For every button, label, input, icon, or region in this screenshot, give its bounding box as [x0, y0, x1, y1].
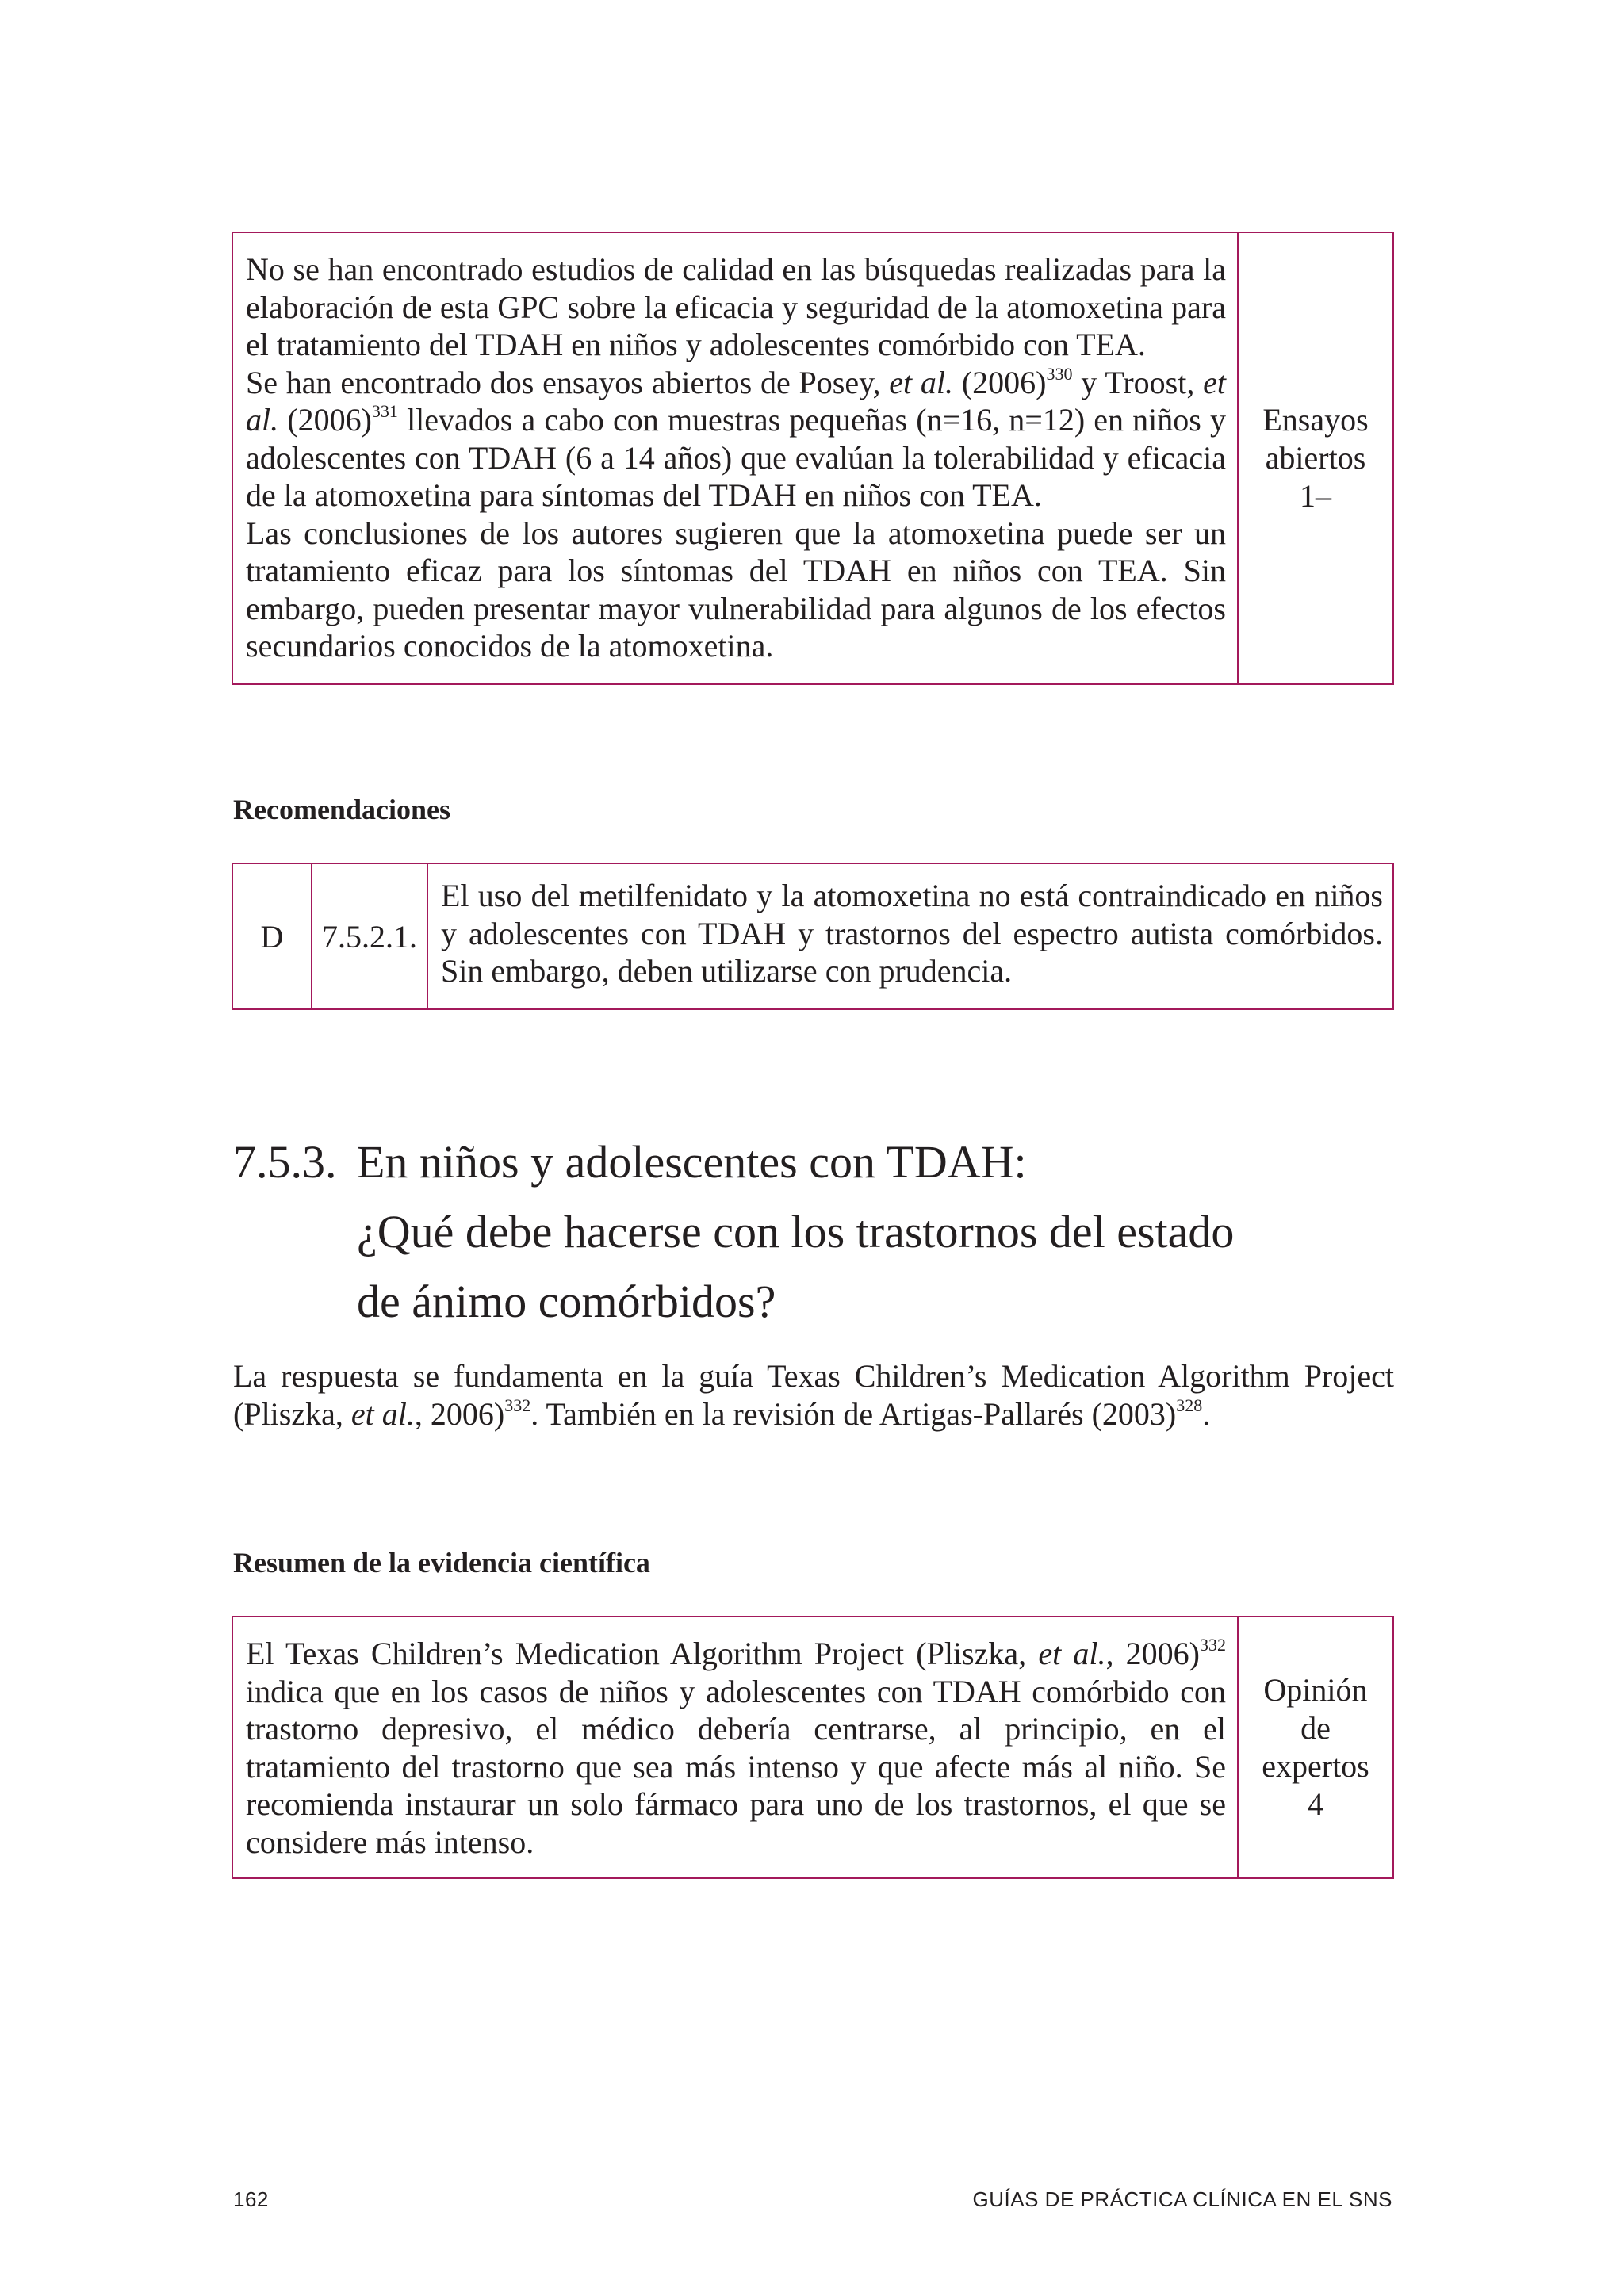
paragraph: El Texas Children’s Medication Algorithm Project (Pliszka, et al., 2006)$^{332}$ indica que en los casos de niños y adolescentes con TDAH comórbido con trastorno depresivo, el médico debería centrarse, al principio, en el tratamiento del trastorno que sea más intenso y que afecte más al niño. Se recomienda instaurar un solo fármaco para uno de los trastornos, el que se considere más intenso.: [246, 1635, 1226, 1860]
page-number: 162: [233, 2187, 269, 2211]
section-heading-line-3: de ánimo comórbidos?: [357, 1276, 776, 1327]
italic-text: et al.: [246, 364, 1227, 438]
evidence-summary-level-label: [1262, 1671, 1369, 1823]
recommendation-grade: D: [260, 918, 284, 955]
citation-superscript: 332: [504, 1395, 531, 1415]
citation-superscript: 330: [1046, 363, 1073, 384]
recommendations-heading: Recomendaciones: [233, 794, 450, 825]
section-heading: [233, 1127, 1234, 1337]
recommendation-text: El uso del metilfenidato y la atomoxetina no está contraindicado en niños y adolescentes con TDAH y trastornos del espectro autista comórbidos. Sin embargo, deben utilizarse con prudencia.: [427, 864, 1392, 1008]
evidence-level: [1237, 233, 1392, 683]
footer-series-title: GUÍAS DE PRÁCTICA CLÍNICA EN EL SNS: [972, 2187, 1392, 2211]
section-heading-line-2: ¿Qué debe hacerse con los trastornos del estado: [357, 1206, 1235, 1257]
citation-superscript: 332: [1200, 1635, 1226, 1655]
intro-paragraph: La respuesta se fundamenta en la guía Texas Children’s Medication Algorithm Project (Pliszka, et al., 2006)$^{332}$. También en la revisión de Artigas-Pallarés $(2003)^{328}$.: [233, 1358, 1394, 1432]
evidence-summary-text: [233, 1617, 1237, 1877]
evidence-summary-heading: Resumen de la evidencia científica: [233, 1547, 650, 1578]
evidence-box-mood: [232, 1616, 1394, 1879]
section-number: 7.5.3.: [233, 1136, 337, 1188]
evidence-box-atomoxetine: [232, 232, 1394, 685]
italic-text: et al.: [1038, 1636, 1106, 1671]
level-line: 4: [1307, 1786, 1323, 1822]
section-heading-line-1: [233, 1127, 1234, 1197]
paragraph: No se han encontrado estudios de calidad en las búsquedas realizadas para la elaboración de esta GPC sobre la eficacia y seguridad de la atomoxetina para el tratamiento del TDAH en niños y adolescentes comórbido con TEA.: [246, 251, 1226, 362]
level-line: Ensayos: [1262, 402, 1369, 438]
level-line: abiertos: [1265, 440, 1366, 476]
section-title-line: En niños y adolescentes con TDAH:: [357, 1136, 1027, 1188]
level-line: 1–: [1299, 478, 1331, 514]
level-line: Opinión: [1263, 1672, 1368, 1708]
evidence-level-label: [1262, 401, 1368, 515]
recommendation-box: [232, 863, 1394, 1010]
italic-text: et al.: [350, 1396, 415, 1432]
paragraph: Las conclusiones de los autores sugieren que la atomoxetina puede ser un tratamiento eficaz para los síntomas del TDAH en niños con TEA. Sin embargo, pueden presentar mayor vulnerabilidad para algunos de los efectos secundarios conocidos de la atomoxetina.: [246, 515, 1226, 664]
citation-superscript: 328: [1176, 1395, 1203, 1415]
level-line: expertos: [1262, 1748, 1369, 1784]
citation-superscript: 331: [371, 401, 398, 421]
italic-text: et al.: [889, 364, 954, 400]
recommendation-code: 7.5.2.1.: [311, 864, 427, 1008]
paragraph: Se han encontrado dos ensayos abiertos de Posey, et al. $(2006)^{330}$ y Troost, et al. $(2006)^{331}$ llevados a cabo con muestras pequeñas (n=16, n=12) en niños y adolescentes con TDAH (6 a 14 años) que evalúan la tolerabilidad y eficacia de la atomoxetina para síntomas del TDAH en niños con TEA.: [246, 363, 1227, 513]
level-line: de: [1300, 1710, 1331, 1746]
evidence-summary-level: [1237, 1617, 1392, 1877]
evidence-text: [233, 233, 1237, 683]
